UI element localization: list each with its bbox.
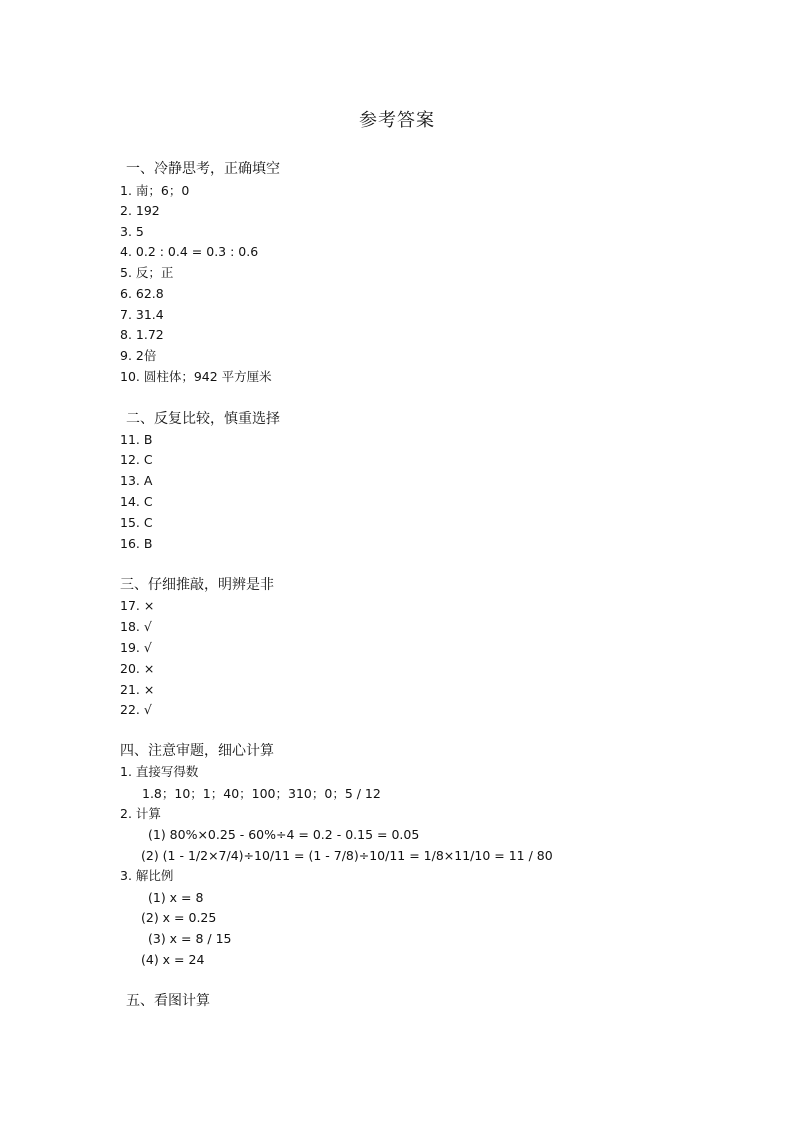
answer-item: 13. A [120, 473, 153, 488]
section-5-heading: 五、看图计算 [126, 993, 210, 1009]
answer-item: 21. × [120, 682, 155, 697]
answer-item: 14. C [120, 494, 153, 509]
section-4-heading: 四、注意审题，细心计算 [120, 743, 274, 759]
answer-item: 5. 反；正 [120, 265, 174, 280]
answer-item: 15. C [120, 515, 153, 530]
answer-item: 12. C [120, 452, 153, 467]
question-label: 1. 直接写得数 [120, 764, 199, 779]
answer-item: 2. 192 [120, 203, 160, 218]
answer-item: 20. × [120, 661, 155, 676]
answer-item: 17. × [120, 598, 155, 613]
answer-item: (2) x = 0.25 [141, 910, 217, 925]
answer-item: (2) (1 - 1/2×7/4)÷10/11 = (1 - 7/8)÷10/11 = 1/8×11/10 = 11 / 80 [141, 848, 553, 863]
answer-item: (1) x = 8 [148, 890, 204, 905]
answer-item: 11. B [120, 432, 153, 447]
answer-item: (1) 80%×0.25 - 60%÷4 = 0.2 - 0.15 = 0.05 [148, 827, 420, 842]
answer-item: 18. √ [120, 619, 152, 634]
answer-item: 9. 2倍 [120, 348, 157, 363]
answer-item: 1. 南；6；0 [120, 183, 190, 198]
section-3-heading: 三、仔细推敲，明辨是非 [120, 577, 274, 593]
answer-item: (3) x = 8 / 15 [148, 931, 232, 946]
answer-item: (4) x = 24 [141, 952, 205, 967]
answer-item: 10. 圆柱体；942 平方厘米 [120, 369, 272, 384]
answer-item: 6. 62.8 [120, 286, 164, 301]
answer-item: 16. B [120, 536, 153, 551]
answer-item: 22. √ [120, 702, 152, 717]
answer-item: 8. 1.72 [120, 327, 164, 342]
page-title: 参考答案 [359, 110, 435, 131]
section-2-heading: 二、反复比较，慎重选择 [126, 411, 280, 427]
answer-item: 1.8；10；1；40；100；310；0；5 / 12 [142, 786, 381, 801]
answer-item: 7. 31.4 [120, 307, 164, 322]
question-label: 2. 计算 [120, 806, 161, 821]
question-label: 3. 解比例 [120, 868, 174, 883]
section-1-heading: 一、冷静思考，正确填空 [126, 161, 280, 177]
answer-item: 19. √ [120, 640, 152, 655]
answer-item: 3. 5 [120, 224, 144, 239]
answer-item: 4. 0.2 : 0.4 = 0.3 : 0.6 [120, 244, 259, 259]
